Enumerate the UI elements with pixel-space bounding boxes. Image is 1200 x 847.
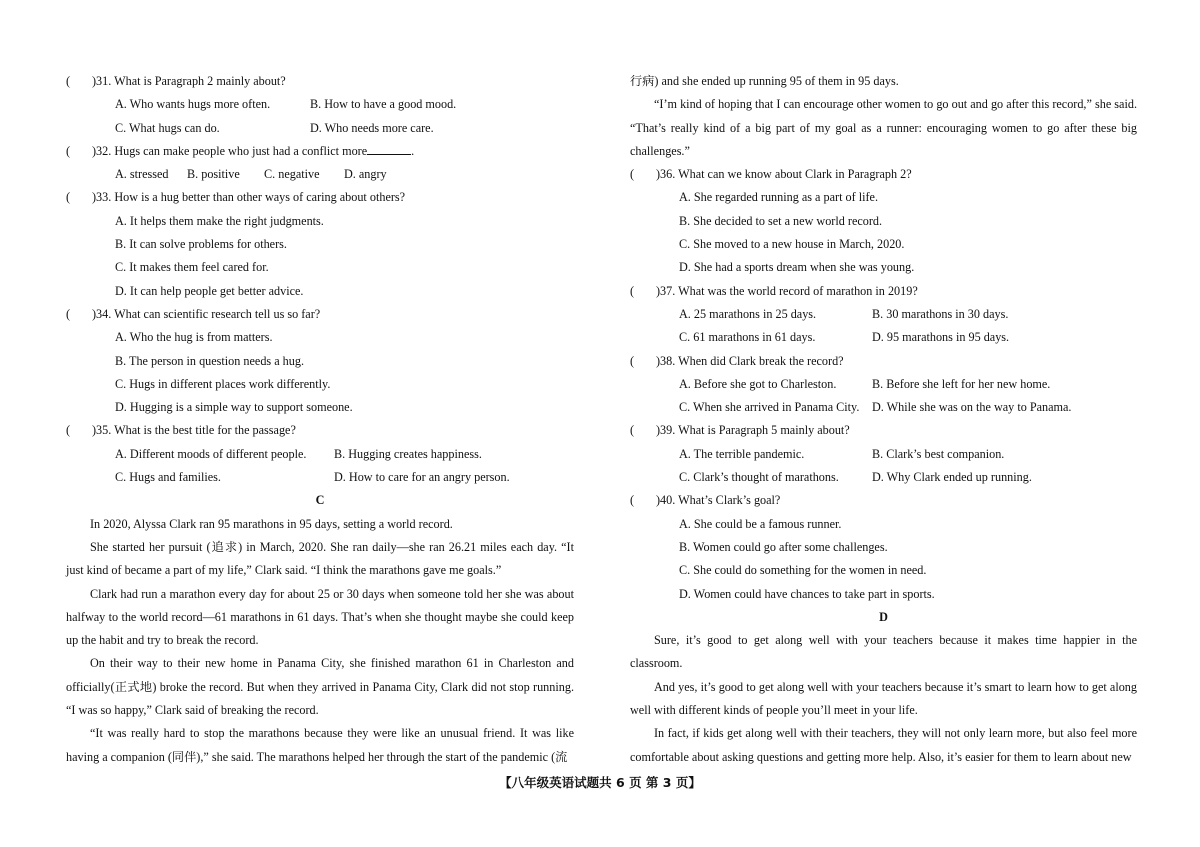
right-column (630, 70, 1137, 769)
question-37: ( )37. What was the world record of marathon in 2019? (630, 280, 1137, 303)
passage-c-paragraph-6: “I’m kind of hoping that I can encourage other women to go out and go after this record,” she said. “That’s really kind of a big part of my goal as a runner: encouraging women to go after these big challenges.” (630, 97, 1137, 158)
question-32-text: )32. Hugs can make people who just had a conflict more (92, 143, 368, 158)
question-37-text: )37. What was the world record of marathon in 2019? (656, 283, 918, 298)
question-36-text: )36. What can we know about Clark in Paragraph 2? (656, 167, 912, 182)
question-37-options-cd (630, 326, 1137, 349)
question-33: ( )33. How is a hug better than other ways of caring about others? (66, 186, 574, 209)
section-heading-d: D (879, 609, 888, 624)
question-33-text: )33. How is a hug better than other ways of caring about others? (92, 190, 406, 205)
option-b: B. Hugging creates happiness. (334, 446, 482, 461)
option-c: C. Hugs and families. (115, 470, 221, 485)
question-32-options (66, 163, 574, 186)
passage-c-continuation: 行病) and she ended up running 95 of them in 95 days. (630, 74, 899, 88)
option-a: A. stressed (115, 167, 169, 182)
question-38-options-ab (630, 373, 1137, 396)
option-c: C. She could do something for the women in need. (679, 563, 927, 578)
option-a: A. Who wants hugs more often. (115, 97, 271, 112)
page-footer: 【八年级英语试题共 6 页 第 3 页】 (499, 775, 701, 790)
option-d: D. While she was on the way to Panama. (872, 400, 1072, 415)
question-35-options-ab (66, 443, 574, 466)
option-a: A. She regarded running as a part of life. (679, 190, 878, 205)
passage-d-paragraph-3: In fact, if kids get along well with their teachers, they will not only learn more, but also feel more comfortable about asking questions and getting more help. Also, it’s easier for them to learn about new (630, 726, 1137, 764)
question-31: ( )31. What is Paragraph 2 mainly about? (66, 70, 574, 93)
passage-c-paragraph-5: “It was really hard to stop the marathons because they were like an unusual friend. It was like having a companion (同伴),” she said. The marathons helped her through the start of the pandemic (流 (66, 726, 574, 764)
option-a: A. She could be a famous runner. (679, 516, 842, 531)
option-c: C. Clark’s thought of marathons. (679, 470, 839, 485)
option-c: C. What hugs can do. (115, 120, 220, 135)
question-38-text: )38. When did Clark break the record? (656, 353, 844, 368)
option-c: C. When she arrived in Panama City. (679, 400, 860, 415)
option-c: C. negative (264, 167, 320, 182)
option-a: A. It helps them make the right judgments. (115, 213, 324, 228)
option-d: D. Hugging is a simple way to support someone. (115, 400, 353, 415)
option-b: B. Women could go after some challenges. (679, 539, 888, 554)
option-d: D. angry (344, 167, 387, 182)
question-39-options-ab (630, 443, 1137, 466)
option-b: B. 30 marathons in 30 days. (872, 306, 1009, 321)
question-31-options-ab (66, 93, 574, 116)
passage-c-paragraph-3: Clark had run a marathon every day for about 25 or 30 days when someone told her she was about halfway to the world record—61 marathons in 61 days. That’s when she thought maybe she could keep up the habit and try to break the record. (66, 586, 574, 648)
question-40-text: )40. What’s Clark’s goal? (656, 493, 781, 508)
question-40: ( )40. What’s Clark’s goal? (630, 489, 1137, 512)
option-b: B. It can solve problems for others. (115, 237, 287, 252)
option-c: C. 61 marathons in 61 days. (679, 330, 816, 345)
question-35: ( )35. What is the best title for the passage? (66, 419, 574, 442)
option-b: B. Before she left for her new home. (872, 376, 1051, 391)
option-a: A. The terrible pandemic. (679, 446, 805, 461)
section-heading-c: C (315, 493, 325, 508)
question-31-options-cd (66, 117, 574, 140)
question-37-options-ab (630, 303, 1137, 326)
option-b: B. She decided to set a new world record. (679, 213, 883, 228)
option-d: D. Who needs more care. (310, 120, 434, 135)
option-b: B. How to have a good mood. (310, 97, 457, 112)
question-39-options-cd (630, 466, 1137, 489)
question-39: ( )39. What is Paragraph 5 mainly about? (630, 419, 1137, 442)
option-d: D. It can help people get better advice. (115, 283, 304, 298)
question-38: ( )38. When did Clark break the record? (630, 350, 1137, 373)
option-a: A. Who the hug is from matters. (115, 330, 273, 345)
option-a: A. 25 marathons in 25 days. (679, 306, 817, 321)
option-b: B. Clark’s best companion. (872, 446, 1005, 461)
question-34: ( )34. What can scientific research tell us so far? (66, 303, 574, 326)
option-c: C. It makes them feel cared for. (115, 260, 269, 275)
passage-c-paragraph-1: In 2020, Alyssa Clark ran 95 marathons in 95 days, setting a world record. (90, 516, 453, 531)
option-d: D. Women could have chances to take part in sports. (679, 586, 935, 601)
question-39-text: )39. What is Paragraph 5 mainly about? (656, 423, 850, 438)
answer-blank (367, 142, 411, 155)
option-a: A. Before she got to Charleston. (679, 376, 837, 391)
option-d: D. How to care for an angry person. (334, 470, 510, 485)
option-c: C. She moved to a new house in March, 2020. (679, 237, 905, 252)
option-c: C. Hugs in different places work differently. (115, 376, 331, 391)
question-38-options-cd (630, 396, 1137, 419)
question-35-text: )35. What is the best title for the passage? (92, 423, 296, 438)
passage-c-paragraph-2: She started her pursuit (追求) in March, 2020. She ran daily—she ran 26.21 miles each day. “It just kind of became a part of my life,” Clark said. “I think the marathons gave me goals.” (66, 539, 574, 578)
left-column (66, 70, 574, 769)
passage-c-paragraph-4: On their way to their new home in Panama City, she finished marathon 61 in Charleston and officially(正式地) broke the record. But when they arrived in Panama City, Clark did not stop running. “I was so happy,” Clark said of breaking the record. (66, 656, 574, 718)
passage-d-paragraph-1: Sure, it’s good to get along well with your teachers because it makes time happier in the classroom. (630, 633, 1137, 671)
question-36: ( )36. What can we know about Clark in Paragraph 2? (630, 163, 1137, 186)
option-d: D. She had a sports dream when she was young. (679, 260, 915, 275)
question-31-text: )31. What is Paragraph 2 mainly about? (92, 74, 286, 88)
passage-d-paragraph-2: And yes, it’s good to get along well with your teachers because it’s smart to learn how to get along well with different kinds of people you’ll meet in your life. (630, 679, 1137, 718)
option-b: B. positive (187, 167, 240, 182)
option-d: D. 95 marathons in 95 days. (872, 330, 1010, 345)
question-35-options-cd (66, 466, 574, 489)
option-a: A. Different moods of different people. (115, 446, 307, 461)
option-d: D. Why Clark ended up running. (872, 470, 1032, 485)
question-34-text: )34. What can scientific research tell us so far? (92, 306, 321, 321)
question-32: ( )32. Hugs can make people who just had a conflict more . (66, 143, 415, 158)
option-b: B. The person in question needs a hug. (115, 353, 304, 368)
